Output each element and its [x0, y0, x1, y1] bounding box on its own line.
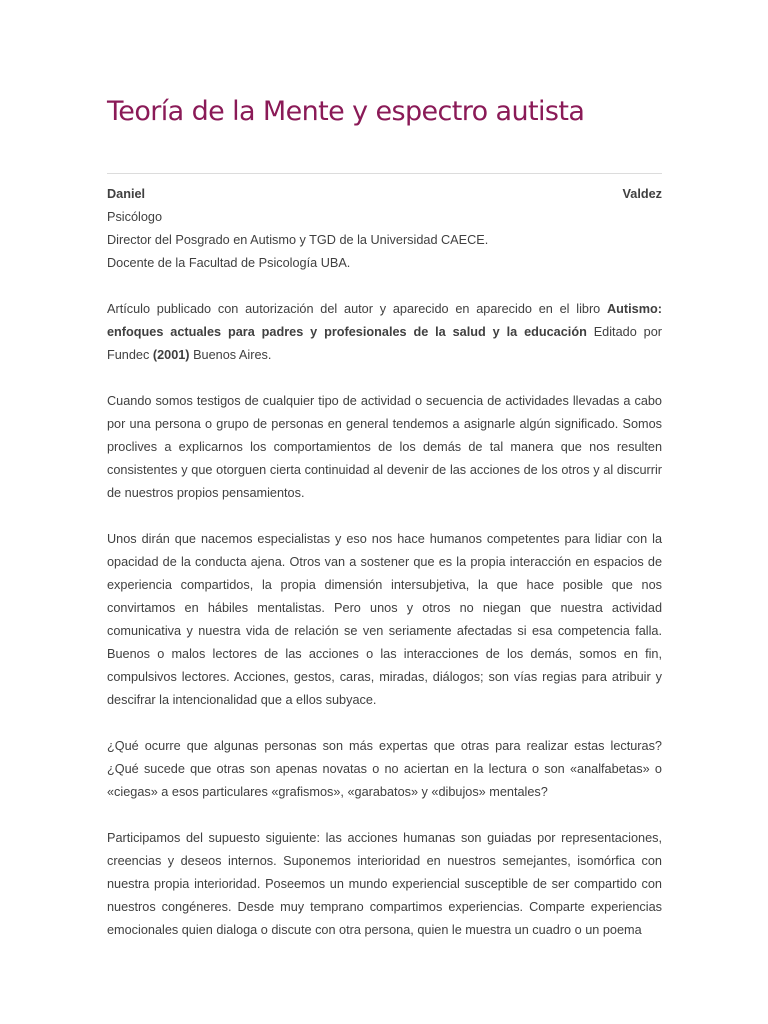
body-paragraph: ¿Qué ocurre que algunas personas son más expertas que otras para realizar estas lecturas? ¿Qué sucede que otras son apenas novatas o no aciertan en la lectura o son «analfabetas» o «ciegas» a esos particulares «grafismos», «garabatos» y «dibujos» mentales?	[107, 739, 662, 799]
author-block	[107, 183, 662, 275]
title-divider	[107, 173, 662, 174]
author-position: Director del Posgrado en Autismo y TGD de la Universidad CAECE.	[107, 233, 489, 247]
publication-city: Buenos Aires.	[193, 348, 272, 362]
author-last-name: Valdez	[622, 187, 662, 201]
body-paragraph: Unos dirán que nacemos especialistas y eso nos hace humanos competentes para lidiar con la opacidad de la conducta ajena. Otros van a sostener que es la propia interacción en espacios de experiencia compartidos, la propia dimensión intersubjetiva, la que hace posible que nos convirtamos en hábiles mentalistas. Pero unos y otros no niegan que nuestra actividad comunicativa y nuestra vida de relación se ven seriamente afectadas si esa competencia falla. Buenos o malos lectores de las acciones o las interacciones de los demás, somos en fin, compulsivos lectores. Acciones, gestos, caras, miradas, diálogos; son vías regias para atribuir y descifrar la intencionalidad que a ellos subyace.	[107, 532, 662, 707]
article-title: Teoría de la Mente y espectro autista	[107, 96, 585, 127]
article-body	[107, 183, 662, 942]
publication-year: (2001)	[152, 348, 190, 362]
publication-intro: Artículo publicado con autorización del autor y aparecido en aparecido en el libro	[107, 302, 601, 316]
body-paragraph: Participamos del supuesto siguiente: las acciones humanas son guiadas por representaciones, creencias y deseos internos. Suponemos interioridad en nuestros semejantes, isomórfica con nuestra propia interioridad. Poseemos un mundo experiencial susceptible de ser compartido con nuestros congéneres. Desde muy temprano compartimos experiencias. Comparte experiencias emocionales quien dialoga o discute con otra persona, quien le muestra un cuadro o un poema	[107, 831, 662, 937]
author-first-name: Daniel	[107, 187, 146, 201]
author-role: Psicólogo	[107, 210, 163, 224]
book-title: Autismo: enfoques actuales para padres y profesionales de la salud y la educación	[107, 302, 662, 339]
publication-note	[107, 298, 662, 367]
publication-editor: Editado por Fundec	[107, 325, 662, 362]
author-name-row	[107, 183, 662, 206]
body-paragraph: Cuando somos testigos de cualquier tipo de actividad o secuencia de actividades llevadas a cabo por una persona o grupo de personas en general tendemos a asignarle algún significado. Somos proclives a explicarnos los comportamientos de los demás de tal manera que nos resulten consistentes y que otorguen cierta continuidad al devenir de las acciones de los otros y al discurrir de nuestros propios pensamientos.	[107, 394, 662, 500]
author-faculty: Docente de la Facultad de Psicología UBA.	[107, 256, 351, 270]
